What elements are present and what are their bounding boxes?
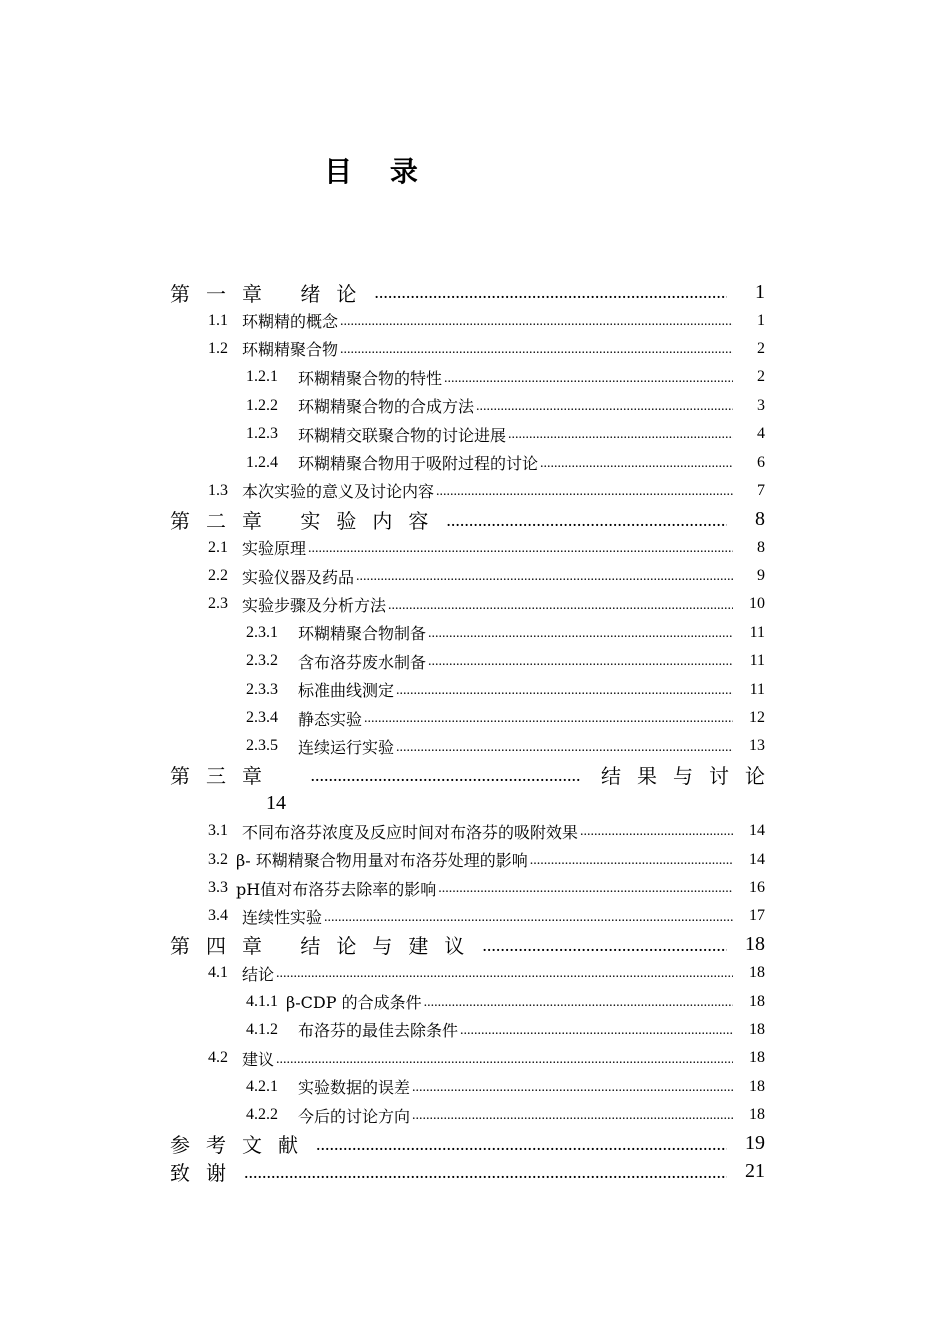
toc-section-3-4[interactable] <box>170 902 765 930</box>
toc-section-3-1[interactable] <box>170 817 765 845</box>
dot-leader <box>396 741 733 761</box>
toc-page: 6 <box>757 453 765 471</box>
toc-section-4-1-2[interactable] <box>170 1016 765 1044</box>
toc-page: 18 <box>749 992 765 1010</box>
toc-page: 18 <box>749 1106 765 1124</box>
toc-page: 2 <box>757 339 765 357</box>
toc-label: 实验数据的误差 <box>298 1078 411 1098</box>
dot-leader <box>316 1135 727 1158</box>
toc-section-2-3-3[interactable] <box>170 675 765 703</box>
toc-label: β- 环糊精聚合物用量对布洛芬处理的影响 <box>236 851 528 871</box>
toc-label: 含布洛芬废水制备 <box>298 652 427 672</box>
toc-page: 13 <box>749 737 765 755</box>
page-title: 目 录 <box>324 155 432 188</box>
dot-leader <box>308 542 733 562</box>
toc-section-1-2[interactable] <box>170 335 765 363</box>
dot-leader <box>476 400 733 420</box>
dot-leader <box>412 1109 733 1129</box>
toc-number: 2.2 <box>208 567 228 585</box>
toc-number: 4.2.2 <box>246 1106 278 1124</box>
toc-section-1-2-1[interactable] <box>170 363 765 391</box>
dot-leader <box>276 967 733 987</box>
toc-label: 连续运行实验 <box>298 737 395 757</box>
toc-page: 8 <box>755 507 765 530</box>
toc-number: 3.3 <box>208 879 228 896</box>
toc-page: 11 <box>749 623 765 641</box>
toc-page: 18 <box>745 933 765 956</box>
toc-page: 11 <box>749 680 765 698</box>
toc-page: 18 <box>749 1049 765 1067</box>
toc-number: 2.3.3 <box>246 680 278 698</box>
toc-label: 结论 <box>242 964 275 984</box>
toc-label: 环糊精聚合物的合成方法 <box>298 397 475 417</box>
dot-leader <box>356 570 733 590</box>
toc-page: 16 <box>749 879 765 896</box>
toc-section-2-3-2[interactable] <box>170 647 765 675</box>
toc-section-1-2-2[interactable] <box>170 392 765 420</box>
toc-page: 4 <box>757 425 765 443</box>
dot-leader <box>340 343 733 363</box>
toc-number: 2.3.1 <box>246 623 278 641</box>
toc-label: 环糊精聚合物用于吸附过程的讨论 <box>298 454 539 474</box>
toc-number: 4.2.1 <box>246 1077 278 1095</box>
toc-section-4-1[interactable] <box>170 959 765 987</box>
toc-label: 第二章 实验内容 <box>170 508 445 533</box>
toc-page: 11 <box>749 652 765 670</box>
dot-leader <box>244 1163 727 1186</box>
toc-number: 4.1.1 <box>246 992 278 1010</box>
toc-page: 2 <box>757 368 765 386</box>
dot-leader <box>311 766 581 789</box>
toc-section-2-3-1[interactable] <box>170 619 765 647</box>
toc-page: 18 <box>749 1077 765 1095</box>
dot-leader <box>446 511 727 534</box>
dot-leader <box>580 825 733 845</box>
table-of-contents <box>170 278 781 1186</box>
toc-label: 第四章 结论与建议 <box>170 934 481 959</box>
toc-section-2-3[interactable] <box>170 590 765 618</box>
toc-number: 1.2.2 <box>246 396 278 414</box>
toc-number: 4.1.2 <box>246 1020 278 1038</box>
toc-number: 1.2 <box>208 339 228 357</box>
toc-section-2-3-4[interactable] <box>170 704 765 732</box>
toc-page: 21 <box>745 1160 765 1183</box>
toc-label: β-CDP 的合成条件 <box>286 993 422 1013</box>
toc-page: 19 <box>745 1132 765 1155</box>
toc-section-4-1-1[interactable] <box>170 987 765 1015</box>
dot-leader <box>364 712 733 732</box>
toc-label: 环糊精聚合物 <box>242 340 339 360</box>
toc-page: 14 <box>749 850 765 868</box>
toc-page: 1 <box>755 280 765 303</box>
toc-number: 2.3.4 <box>246 709 278 727</box>
toc-chapter-4[interactable] <box>170 931 765 959</box>
dot-leader <box>324 911 733 931</box>
dot-leader <box>374 283 727 306</box>
toc-label: 本次实验的意义及讨论内容 <box>242 482 435 502</box>
toc-section-1-1[interactable] <box>170 306 765 334</box>
toc-number: 3.1 <box>208 822 228 840</box>
toc-section-2-2[interactable] <box>170 562 765 590</box>
toc-section-2-3-5[interactable] <box>170 732 765 760</box>
toc-number: 1.2.1 <box>246 368 278 386</box>
toc-section-1-2-3[interactable] <box>170 420 765 448</box>
toc-page: 9 <box>757 567 765 585</box>
toc-label: 不同布洛芬浓度及反应时间对布洛芬的吸附效果 <box>242 822 579 842</box>
toc-section-4-2-1[interactable] <box>170 1073 765 1101</box>
dot-leader <box>436 485 733 505</box>
toc-section-2-1[interactable] <box>170 534 765 562</box>
toc-number: 2.3 <box>208 595 228 613</box>
toc-number: 2.3.2 <box>246 652 278 670</box>
toc-page: 14 <box>749 822 765 840</box>
toc-page: 18 <box>749 964 765 982</box>
dot-leader <box>396 684 733 704</box>
dot-leader <box>424 996 733 1016</box>
toc-label: 环糊精聚合物的特性 <box>298 368 443 388</box>
toc-number: 1.1 <box>208 311 228 329</box>
dot-leader <box>540 457 733 477</box>
dot-leader <box>428 655 733 675</box>
toc-page: 17 <box>749 907 765 925</box>
toc-section-3-3[interactable] <box>170 874 765 902</box>
toc-number: 1.2.4 <box>246 453 278 471</box>
toc-label: 环糊精聚合物制备 <box>298 624 427 644</box>
toc-label: 致谢 <box>170 1161 242 1186</box>
dot-leader <box>482 936 727 959</box>
toc-chapter-1[interactable] <box>170 278 765 306</box>
dot-leader <box>444 372 733 392</box>
toc-page: 10 <box>749 595 765 613</box>
toc-section-1-3[interactable] <box>170 477 765 505</box>
dot-leader <box>340 315 733 335</box>
dot-leader <box>530 854 733 874</box>
toc-number: 3.2 <box>208 850 228 868</box>
toc-page: 12 <box>749 709 765 727</box>
toc-label: 静态实验 <box>298 709 363 729</box>
toc-label: pH值对布洛芬去除率的影响 <box>236 879 437 899</box>
dot-leader <box>460 1024 733 1044</box>
dot-leader <box>276 1053 733 1073</box>
toc-page: 8 <box>757 538 765 556</box>
toc-section-1-2-4[interactable] <box>170 448 765 476</box>
toc-chapter-2[interactable] <box>170 505 765 533</box>
toc-label-left: 第三章 <box>170 764 278 789</box>
toc-label: 建议 <box>242 1049 275 1069</box>
toc-label: 实验仪器及药品 <box>242 567 355 587</box>
toc-acknowledgements[interactable] <box>170 1158 765 1186</box>
toc-section-3-2[interactable] <box>170 845 765 873</box>
dot-leader <box>388 599 733 619</box>
toc-number: 1.3 <box>208 481 228 499</box>
toc-label: 布洛芬的最佳去除条件 <box>298 1021 459 1041</box>
toc-section-4-2[interactable] <box>170 1044 765 1072</box>
toc-label: 实验原理 <box>242 539 307 559</box>
toc-section-4-2-2[interactable] <box>170 1101 765 1129</box>
dot-leader <box>508 428 733 448</box>
toc-page: 7 <box>757 481 765 499</box>
toc-label-right: 结果与讨论 <box>601 764 781 789</box>
dot-leader <box>412 1081 733 1101</box>
toc-number: 2.3.5 <box>246 737 278 755</box>
toc-page: 3 <box>757 396 765 414</box>
toc-label: 今后的讨论方向 <box>298 1106 411 1126</box>
toc-references[interactable] <box>170 1129 765 1157</box>
toc-number: 4.1 <box>208 964 228 982</box>
dot-leader <box>428 627 733 647</box>
toc-page: 1 <box>757 311 765 329</box>
toc-label: 标准曲线测定 <box>298 681 395 701</box>
toc-label: 第一章 绪论 <box>170 281 373 306</box>
toc-number: 2.1 <box>208 538 228 556</box>
toc-label: 参考文献 <box>170 1133 314 1158</box>
toc-label: 环糊精交联聚合物的讨论进展 <box>298 425 507 445</box>
toc-label: 实验步骤及分析方法 <box>242 595 387 615</box>
toc-label: 连续性实验 <box>242 907 323 927</box>
toc-label: 环糊精的概念 <box>242 312 339 332</box>
toc-number: 3.4 <box>208 907 228 925</box>
toc-chapter-3-page: 14 <box>266 791 286 814</box>
toc-chapter-3[interactable] <box>170 761 781 789</box>
toc-number: 1.2.3 <box>246 425 278 443</box>
toc-number: 4.2 <box>208 1049 228 1067</box>
dot-leader <box>438 882 733 902</box>
toc-page: 18 <box>749 1020 765 1038</box>
